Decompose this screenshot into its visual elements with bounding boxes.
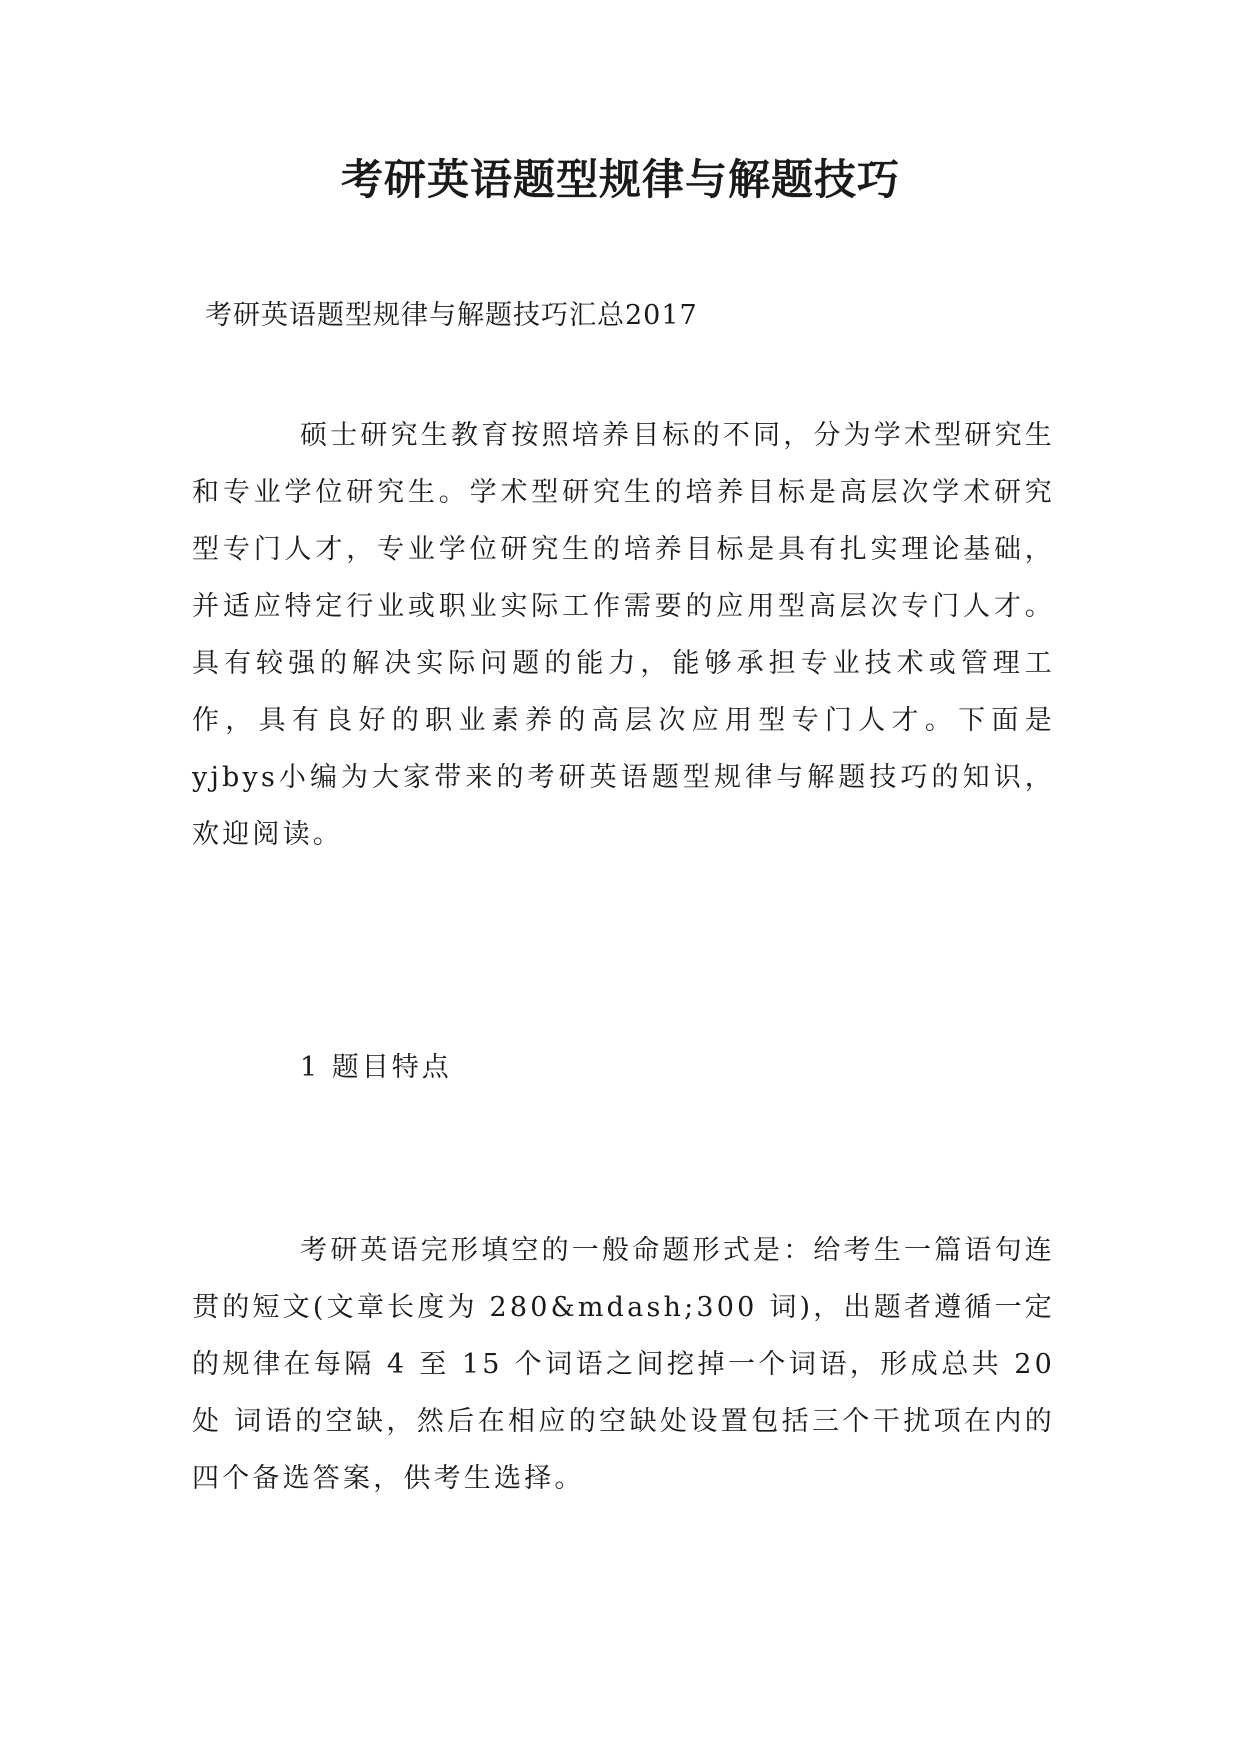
document-title: 考研英语题型规律与解题技巧 [340, 155, 900, 204]
intro-paragraph: 硕士研究生教育按照培养目标的不同，分为学术型研究生和专业学位研究生。学术型研究生的培养目标是高层次学术研究型专门人才，专业学位研究生的培养目标是具有扎实理论基础，并适应特定行业或职业实际工作需要的应用型高层次专门人才。具有较强的解决实际问题的能力，能够承担专业技术或管理工作，具有良好的职业素养的高层次应用型专门人才。下面是yjbys小编为大家带来的考研英语题型规律与解题技巧的知识，欢迎阅读。 [192, 420, 1055, 850]
section-paragraph: 考研英语完形填空的一般命题形式是：给考生一篇语句连贯的短文(文章长度为 280&mdash;300 词)，出题者遵循一定的规律在每隔 4 至 15 个词语之间挖掉一个词语，形成总共 20 处 词语的空缺，然后在相应的空缺处设置包括三个干扰项在内的四个备选答案，供考生选择。 [192, 1235, 1055, 1494]
section-heading: 1 题目特点 [300, 1052, 452, 1083]
document-subtitle: 考研英语题型规律与解题技巧汇总2017 [205, 300, 698, 331]
